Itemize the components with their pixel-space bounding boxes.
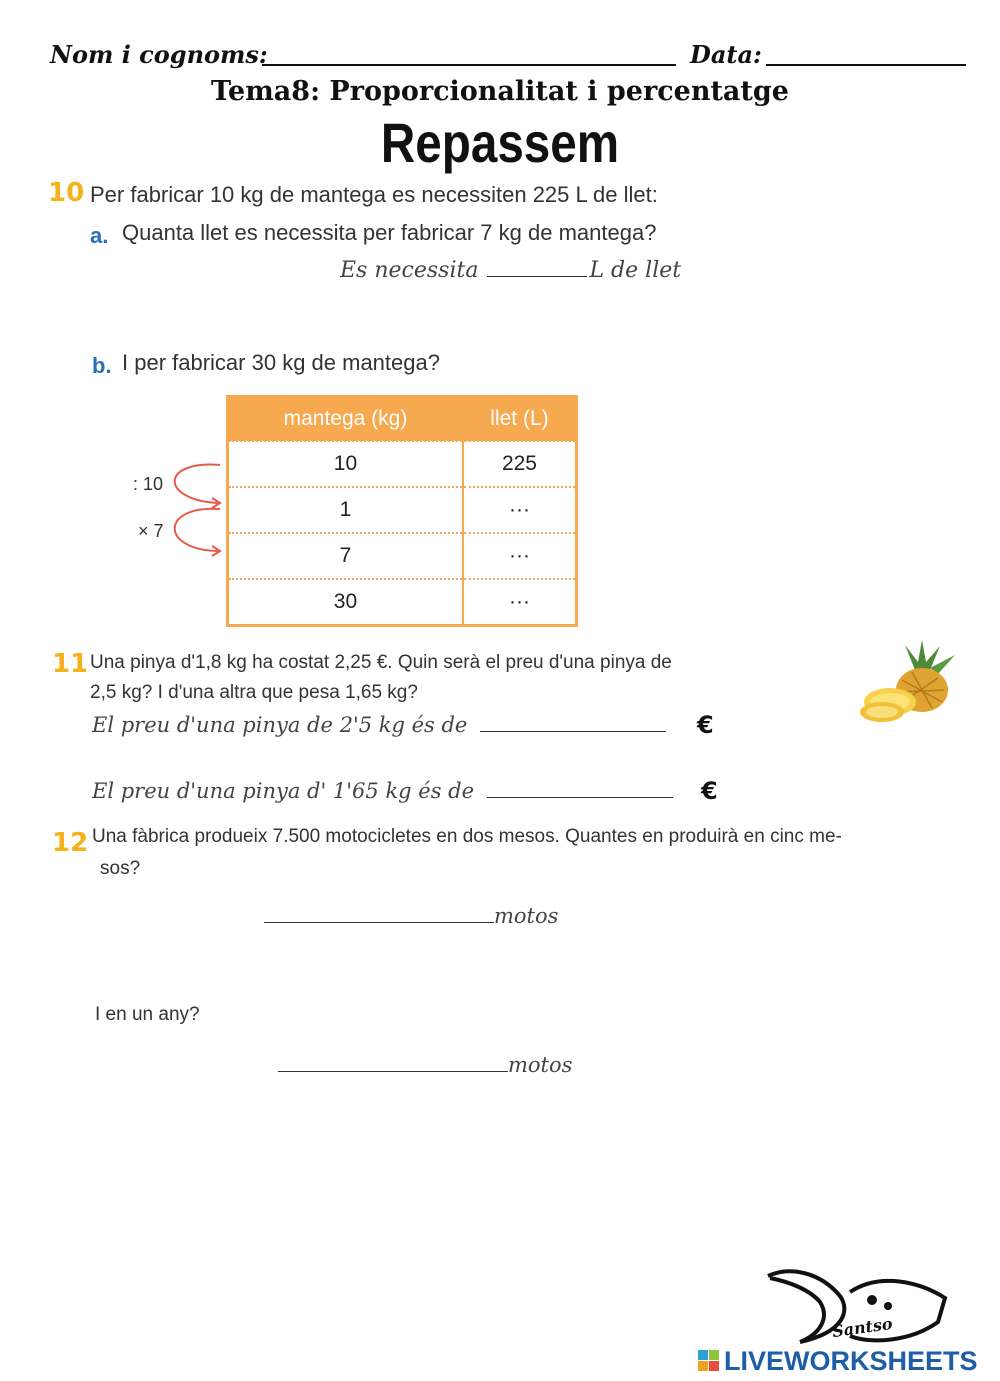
ex12-unit-2: motos xyxy=(508,1053,573,1077)
ex10-b-letter: b. xyxy=(92,353,112,378)
ex12-answer1-input[interactable] xyxy=(264,922,494,923)
ex12-unit-1: motos xyxy=(494,904,559,928)
table-cell: 225 xyxy=(463,441,577,487)
subtitle: Tema8: Proporcionalitat i percentatge xyxy=(211,76,789,107)
ex10-answer-suffix: L de llet xyxy=(589,258,682,283)
ex12-answer1 xyxy=(264,904,558,928)
divide-label: : 10 xyxy=(133,474,164,494)
table-header-milk: llet (L) xyxy=(463,397,577,442)
table-row xyxy=(228,441,577,487)
ex11-answer2-input[interactable] xyxy=(487,797,673,798)
table-cell-input[interactable]: ··· xyxy=(463,533,577,579)
exercise-number-10: 10 xyxy=(48,178,85,208)
exercise-number-12: 12 xyxy=(52,828,89,858)
ex12-statement-line1: Una fàbrica produeix 7.500 motocicletes en dos mesos. Quantes en produirà en cinc me- xyxy=(92,826,842,847)
name-label: Nom i cognoms: xyxy=(50,40,268,69)
ex10-answer-line xyxy=(340,258,681,283)
ex11-answer2-prefix: El preu d'una pinya d' 1'65 kg és de xyxy=(92,779,475,803)
proportion-arrows xyxy=(120,455,230,565)
table-cell: 7 xyxy=(228,533,463,579)
ex11-answer1 xyxy=(92,713,666,737)
date-input-line[interactable] xyxy=(766,64,966,66)
page-title: Repassem xyxy=(380,111,620,174)
ex11-statement-line1: Una pinya d'1,8 kg ha costat 2,25 €. Quin serà el preu d'una pinya de xyxy=(90,652,672,673)
signature-text: Santso xyxy=(830,1313,894,1342)
ex10-b-question: I per fabricar 30 kg de mantega? xyxy=(122,350,440,375)
table-row xyxy=(228,487,577,533)
ex11-statement-line2: 2,5 kg? I d'una altra que pesa 1,65 kg? xyxy=(90,682,418,703)
ex12-answer2-input[interactable] xyxy=(278,1071,508,1072)
table-cell: 10 xyxy=(228,441,463,487)
table-cell: 1 xyxy=(228,487,463,533)
table-cell: 30 xyxy=(228,579,463,626)
multiply-label: × 7 xyxy=(138,521,164,541)
table-cell-input[interactable]: ··· xyxy=(463,579,577,626)
ex11-answer1-prefix: El preu d'una pinya de 2'5 kg és de xyxy=(92,713,468,737)
ex11-answer1-input[interactable] xyxy=(480,731,666,732)
proportion-table xyxy=(226,395,578,627)
liveworksheets-logo-icon xyxy=(698,1350,720,1372)
date-label: Data: xyxy=(690,40,762,69)
ex10-statement: Per fabricar 10 kg de mantega es necessiten 225 L de llet: xyxy=(90,182,658,207)
ex10-a-question: Quanta llet es necessita per fabricar 7 kg de mantega? xyxy=(122,220,657,245)
divide-arrow xyxy=(175,465,220,503)
ex10-a-letter: a. xyxy=(90,223,109,248)
table-row xyxy=(228,533,577,579)
ex12-answer2 xyxy=(278,1053,572,1077)
ex12-follow-up: I en un any? xyxy=(95,1004,200,1025)
ex10-answer-input[interactable] xyxy=(487,276,587,277)
euro-symbol-2: € xyxy=(701,777,718,805)
pineapple-icon xyxy=(860,640,960,725)
table-header-butter: mantega (kg) xyxy=(228,397,463,442)
ex11-answer2 xyxy=(92,779,673,803)
name-input-line[interactable] xyxy=(262,64,676,66)
euro-symbol-1: € xyxy=(697,711,714,739)
exercise-number-11: 11 xyxy=(52,649,89,679)
table-cell-input[interactable]: ··· xyxy=(463,487,577,533)
ex10-answer-prefix: Es necessita xyxy=(340,258,479,283)
liveworksheets-brand: LIVEWORKSHEETS xyxy=(724,1346,978,1376)
multiply-arrow xyxy=(175,509,220,551)
table-row xyxy=(228,579,577,626)
ex12-statement-line2: sos? xyxy=(100,858,141,879)
